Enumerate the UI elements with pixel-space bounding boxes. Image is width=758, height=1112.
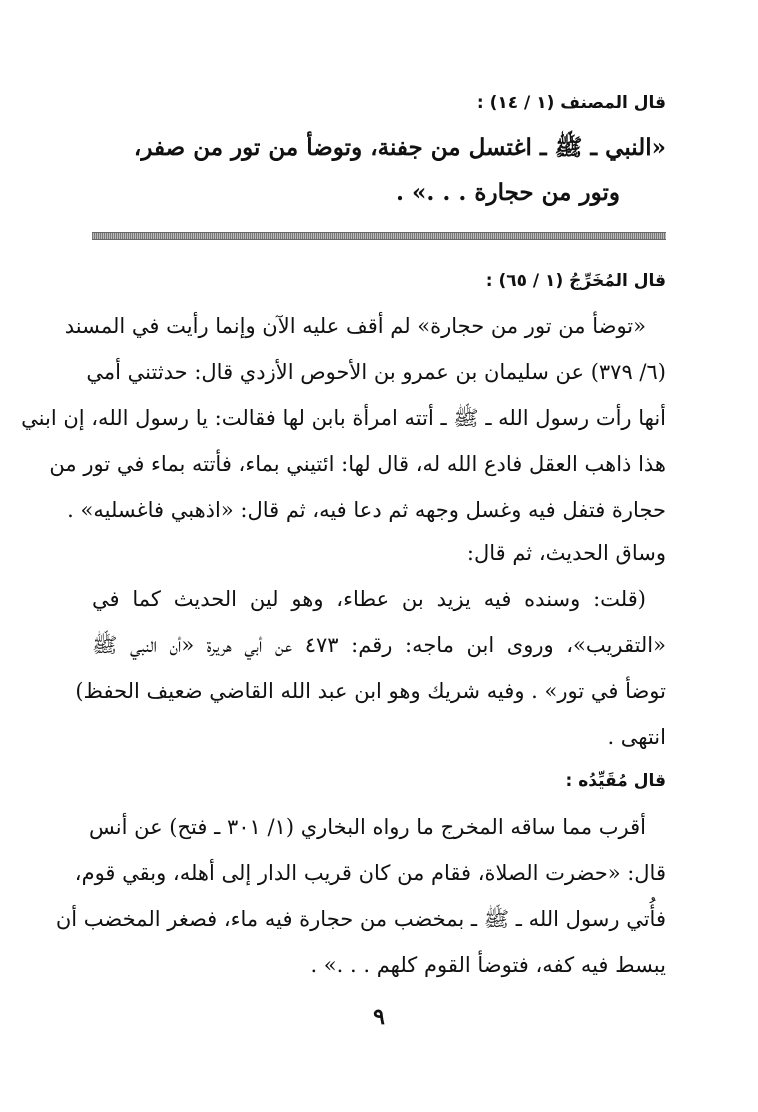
paragraph-line: انتهى . <box>607 725 666 749</box>
section-heading-takhrij: قال المُخَرِّجُ (١ / ٦٥) : <box>485 271 666 291</box>
paragraph-line: فأُتي رسول الله ـ ﷺ ـ بمخضب من حجارة فيه ماء، فصغر المخضب أن <box>55 907 666 931</box>
quote-line: «النبي ـ ﷺ ـ اغتسل من جفنة، وتوضأ من تور من صفر، <box>133 134 666 161</box>
section-heading-muqayyid: قال مُقَيِّدُه : <box>565 771 666 791</box>
paragraph-line: توضأ في تور» . وفيه شريك وهو ابن عبد الله القاضي ضعيف الحفظ) <box>75 679 666 703</box>
paragraph-line: «التقريب»، وروى ابن ماجه: رقم: ٤٧٣ عن أبي هريرة «أن النبي ﷺ <box>92 633 666 657</box>
paragraph-line: «توضأ من تور من حجارة» لم أقف عليه الآن وإنما رأيت في المسند <box>64 314 646 338</box>
paragraph-line: وساق الحديث، ثم قال: <box>466 541 666 565</box>
section-divider <box>92 232 666 240</box>
paragraph-line: قال: «حضرت الصلاة، فقام من كان قريب الدار إلى أهله، وبقي قوم، <box>74 861 666 885</box>
paragraph-line: هذا ذاهب العقل فادع الله له، قال لها: ائتيني بماء، فأتته بماء في تور من <box>49 452 666 476</box>
paragraph-line: (٦/ ٣٧٩) عن سليمان بن عمرو بن الأحوص الأزدي قال: حدثتني أمي <box>86 360 666 384</box>
section-heading-author: قال المصنف (١ / ١٤) : <box>476 93 666 113</box>
paragraph-line: حجارة فتفل فيه وغسل وجهه ثم دعا فيه، ثم قال: «اذهبي فاغسليه» . <box>67 498 666 522</box>
paragraph-line: يبسط فيه كفه، فتوضأ القوم كلهم . . .» . <box>310 953 666 977</box>
paragraph-line: أنها رأت رسول الله ـ ﷺ ـ أتته امرأة بابن لها فقالت: يا رسول الله، إن ابني <box>21 406 666 430</box>
quote-line: وتور من حجارة . . .» . <box>395 179 620 206</box>
page-number: ٩ <box>373 1004 385 1030</box>
paragraph-line: (قلت: وسنده فيه يزيد بن عطاء، وهو لين الحديث كما في <box>92 587 646 611</box>
paragraph-line: أقرب مما ساقه المخرج ما رواه البخاري (١/ ٣٠١ ـ فتح) عن أنس <box>88 815 646 839</box>
